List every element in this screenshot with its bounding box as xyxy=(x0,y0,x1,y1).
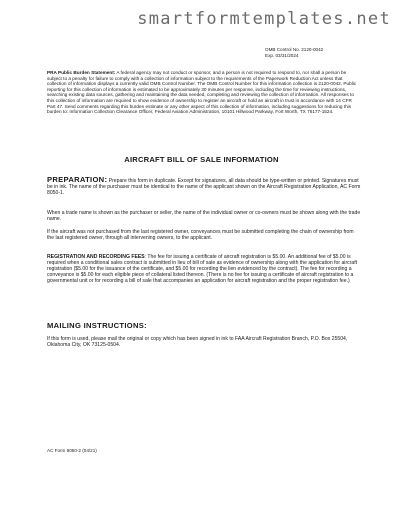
fees-heading: REGISTRATION AND RECORDING FEES xyxy=(47,254,145,260)
omb-block xyxy=(265,47,323,59)
trade-name-paragraph: When a trade name is shown as the purchaser or seller, the name of the individual owner or co-owners must be shown along with the trade name. xyxy=(47,210,361,223)
fees-section xyxy=(47,254,361,284)
fees-text: : The fee for issuing a certificate of aircraft registration is $5.00. An additional fee of $5.00 is required when a conditional sales contract is submitted in lieu of bill of sale as evidence of ownership along with the application for aircraft registration ($5.00 for the issuance of the certificate, and $5.00 for recording the lien evidenced by the contract). The fee for recording a conveyance is $5.00 for each eligible piece of collateral listed thereon. (There is no fee for issuing a certificate of aircraft registration to a governmental unit or for recording a bill of sale that accompanies an application for aircraft registration and the proper registration fee.) xyxy=(47,254,358,285)
preparation-heading: PREPARATION: xyxy=(47,175,108,184)
ownership-paragraph: If the aircraft was not purchased from the last registered owner, conveyances must be submitted completing the chain of ownership from the last registered owner, through all intervening owners, to the applicant. xyxy=(47,229,354,242)
watermark-logo: smartformtemplates.net xyxy=(137,9,391,29)
pra-burden-statement xyxy=(47,70,361,115)
document-title: AIRCRAFT BILL OF SALE INFORMATION xyxy=(124,155,279,164)
mailing-heading: MAILING INSTRUCTIONS: xyxy=(47,321,147,330)
pra-text: A federal agency may not conduct or sponsor, and a person is not required to respond to, nor shall a person be subject to a penalty for failure to comply with a collection of information subject to the requirements of the Paperwork Reduction Act unless that collection of information displays a currently valid OMB Control Number. The OMB Control Number for this information collection is 2120-0042. Public reporting for this collection of information is estimated to be approximately 30 minutes per response, including the time for reviewing instructions, searching existing data sources, gathering and maintaining the data needed, completing and reviewing the collection of information. All responses to this collection of information are required to show evidence of ownership to register an aircraft or hold an aircraft in trust in accordance with 14 CFR Part 47. Send comments regarding this burden estimate or any other aspect of this collection of information, including suggestions for reducing this burden to: Information Collection Clearance Officer, Federal Aviation Administration, 10101 Hillwood Parkway, Fort Worth, TX 76177-1524. xyxy=(47,70,357,115)
omb-expiration: Exp. 03/31/2024 xyxy=(265,53,299,58)
pra-heading: PRA Public Burden Statement: xyxy=(47,70,116,75)
preparation-text: Prepare this form in duplicate. Except for signatures, all data should be type-written or printed. Signatures must be in ink. The name of the purchaser must be identical to the name of the applicant shown on the Aircraft Registration Application, AC Form 8050-1. xyxy=(47,178,361,197)
form-number-footer: AC Form 8050-2 (04/21) xyxy=(47,448,97,453)
omb-control-number: OMB Control No. 2120-0042 xyxy=(265,47,324,52)
mailing-text: If this form is used, please mail the original or copy which has been signed in ink to FAA Aircraft Registration Branch, P.O. Box 25504, Oklahoma City, OK 73125-0504. xyxy=(47,336,348,349)
preparation-section xyxy=(47,177,361,196)
